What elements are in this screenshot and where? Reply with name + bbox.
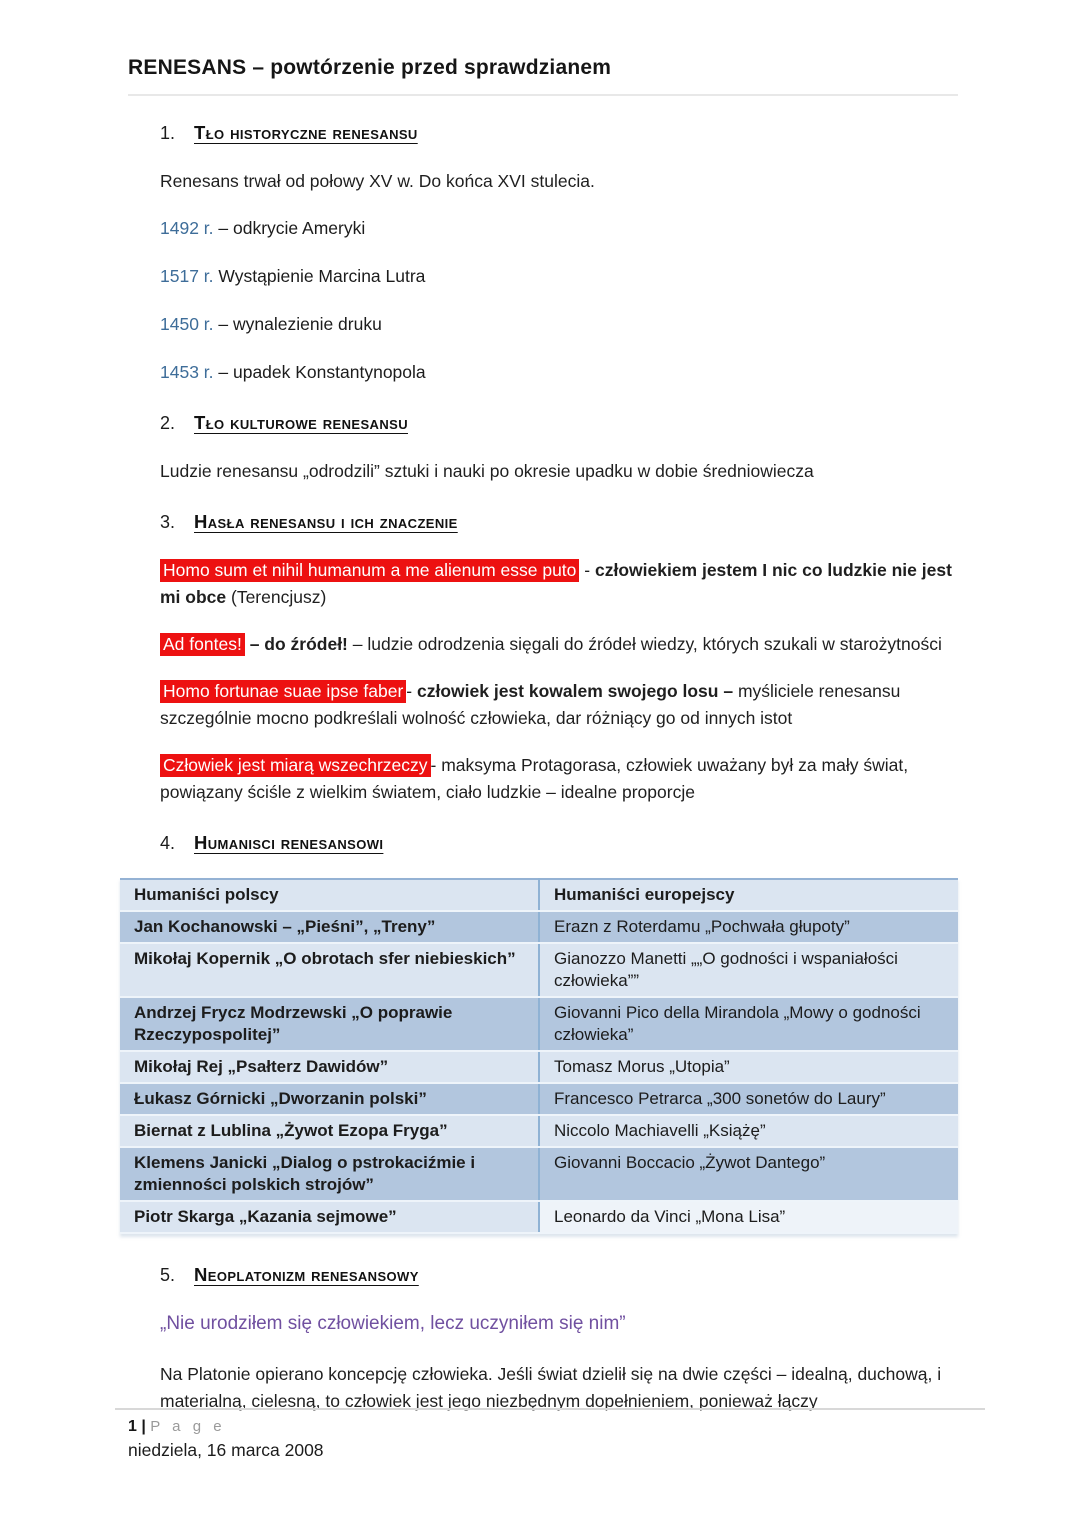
timeline-entry-1453 xyxy=(160,359,958,386)
slogan-czlowiek-miara xyxy=(160,752,958,806)
slogan-homo-fortunae xyxy=(160,678,958,732)
slogan-homo-sum xyxy=(160,557,958,611)
page-number: 1 xyxy=(128,1418,137,1435)
event-1492: – odkrycie Ameryki xyxy=(213,218,366,238)
humanists-table xyxy=(120,878,958,1234)
separator: - xyxy=(579,560,595,580)
highlighted-latin-phrase: Ad fontes! xyxy=(160,633,245,656)
slogan-translation-bold: człowiek jest kowalem swojego losu – xyxy=(417,681,738,701)
document-title: RENESANS – powtórzenie przed sprawdzianem xyxy=(128,56,958,96)
neoplatonism-quote: „Nie urodziłem się człowiekiem, lecz uczyniłem się nim” xyxy=(160,1313,626,1334)
page-number-separator: | xyxy=(136,1418,151,1435)
table-row xyxy=(120,1083,958,1115)
table-cell-left: Biernat z Lublina „Żywot Ezopa Fryga” xyxy=(120,1115,539,1147)
year-1517: 1517 r. xyxy=(160,266,214,286)
slogan-explanation: – ludzie odrodzenia sięgali do źródeł wiedzy, których szukali w starożytności xyxy=(352,634,942,654)
table-cell-left: Łukasz Górnicki „Dworzanin polski” xyxy=(120,1083,539,1115)
table-row xyxy=(120,943,958,997)
table-cell-right: Giovanni Boccacio „Żywot Dantego” xyxy=(539,1147,958,1201)
table-row xyxy=(120,1201,958,1233)
year-1450: 1450 r. xyxy=(160,314,214,334)
footer-divider xyxy=(115,1408,985,1410)
section-2-title: Tło kulturowe renesansu xyxy=(194,412,408,433)
section-2-body: Ludzie renesansu „odrodzili” sztuki i nauki po okresie upadku w dobie średniowiecza xyxy=(160,461,814,481)
table-row xyxy=(120,1147,958,1201)
section-4-number: 4. xyxy=(160,833,176,853)
page-footer xyxy=(128,1416,324,1462)
table-cell-right: Francesco Petrarca „300 sonetów do Laury” xyxy=(539,1083,958,1115)
slogan-explanation: maksyma Protagorasa, człowiek uważany był za mały świat, powiązany ściśle z wielkim światem, ciało ludzkie – idealne proporcje xyxy=(160,755,909,802)
section-5-body: Na Platonie opierano koncepcję człowieka. Jeśli świat dzielił się na dwie części – idealną, duchową, i materialną, cielesną, to człowiek jest jego niezbędnym dopełnieniem, ponieważ łączy xyxy=(160,1364,942,1411)
table-cell-left: Andrzej Frycz Modrzewski „O poprawie Rzeczypospolitej” xyxy=(120,997,539,1051)
event-1450: – wynalezienie druku xyxy=(213,314,382,334)
table-row xyxy=(120,997,958,1051)
slogan-explanation: myśliciele renesansu szczególnie mocno podkreślali wolność człowieka, dar różniący go od innych istot xyxy=(160,681,901,728)
page-word: P a g e xyxy=(150,1418,226,1435)
timeline-entry-1492 xyxy=(160,215,958,242)
table-cell-right: Erazn z Roterdamu „Pochwała głupoty” xyxy=(539,911,958,943)
highlighted-latin-phrase: Homo sum et nihil humanum a me alienum esse puto xyxy=(160,559,579,582)
page-number-line xyxy=(128,1416,324,1438)
section-5-heading xyxy=(160,1264,958,1286)
table-cell-left: Piotr Skarga „Kazania sejmowe” xyxy=(120,1201,539,1233)
table-cell-left: Mikołaj Rej „Psałterz Dawidów” xyxy=(120,1051,539,1083)
section-3-heading xyxy=(160,511,958,533)
section-1-number: 1. xyxy=(160,123,176,143)
timeline-entry-1450 xyxy=(160,311,958,338)
separator: - xyxy=(406,681,417,701)
highlighted-phrase: Człowiek jest miarą wszechrzeczy xyxy=(160,754,431,777)
section-2-heading xyxy=(160,412,958,434)
table-cell-right: Gianozzo Manetti „„O godności i wspaniałości człowieka”” xyxy=(539,943,958,997)
timeline-entry-1517 xyxy=(160,263,958,290)
table-row xyxy=(120,1115,958,1147)
section-2-number: 2. xyxy=(160,413,176,433)
slogan-translation-bold: – do źródeł! xyxy=(249,634,353,654)
table-cell-right: Niccolo Machiavelli „Książę” xyxy=(539,1115,958,1147)
year-1492: 1492 r. xyxy=(160,218,214,238)
table-header-european: Humaniści europejscy xyxy=(539,879,958,911)
table-cell-left: Klemens Janicki „Dialog o pstrokaciźmie i zmienności polskich strojów” xyxy=(120,1147,539,1201)
slogan-ad-fontes xyxy=(160,631,958,658)
section-5-number: 5. xyxy=(160,1265,176,1285)
slogan-translation-bold: człowiekiem jestem I nic co ludzkie nie jest mi obce xyxy=(160,560,952,607)
event-1453: – upadek Konstantynopola xyxy=(213,362,426,382)
table-cell-left: Mikołaj Kopernik „O obrotach sfer niebieskich” xyxy=(120,943,539,997)
section-3-title: Hasła renesansu i ich znaczenie xyxy=(194,511,458,532)
year-1453: 1453 r. xyxy=(160,362,214,382)
table-cell-right: Tomasz Morus „Utopia” xyxy=(539,1051,958,1083)
section-3-number: 3. xyxy=(160,512,176,532)
section-4-title: Humanisci renesansowi xyxy=(194,832,384,853)
section-5-title: Neoplatonizm renesansowy xyxy=(194,1264,419,1285)
section-1-intro: Renesans trwał od połowy XV w. Do końca XVI stulecia. xyxy=(160,171,595,191)
highlighted-latin-phrase: Homo fortunae suae ipse faber xyxy=(160,680,406,703)
table-header-row xyxy=(120,879,958,911)
separator: - xyxy=(430,755,442,775)
slogan-explanation: (Terencjusz) xyxy=(231,587,327,607)
footer-date: niedziela, 16 marca 2008 xyxy=(128,1440,324,1460)
table-header-polish: Humaniści polscy xyxy=(120,879,539,911)
section-1-heading xyxy=(160,122,958,144)
table-cell-left: Jan Kochanowski – „Pieśni”, „Treny” xyxy=(120,911,539,943)
section-1-title: Tło historyczne renesansu xyxy=(194,122,418,143)
table-row xyxy=(120,911,958,943)
table-row xyxy=(120,1051,958,1083)
section-4-heading xyxy=(160,832,958,854)
table-cell-right: Leonardo da Vinci „Mona Lisa” xyxy=(539,1201,958,1233)
table-cell-right: Giovanni Pico della Mirandola „Mowy o godności człowieka” xyxy=(539,997,958,1051)
event-1517: Wystąpienie Marcina Lutra xyxy=(213,266,426,286)
